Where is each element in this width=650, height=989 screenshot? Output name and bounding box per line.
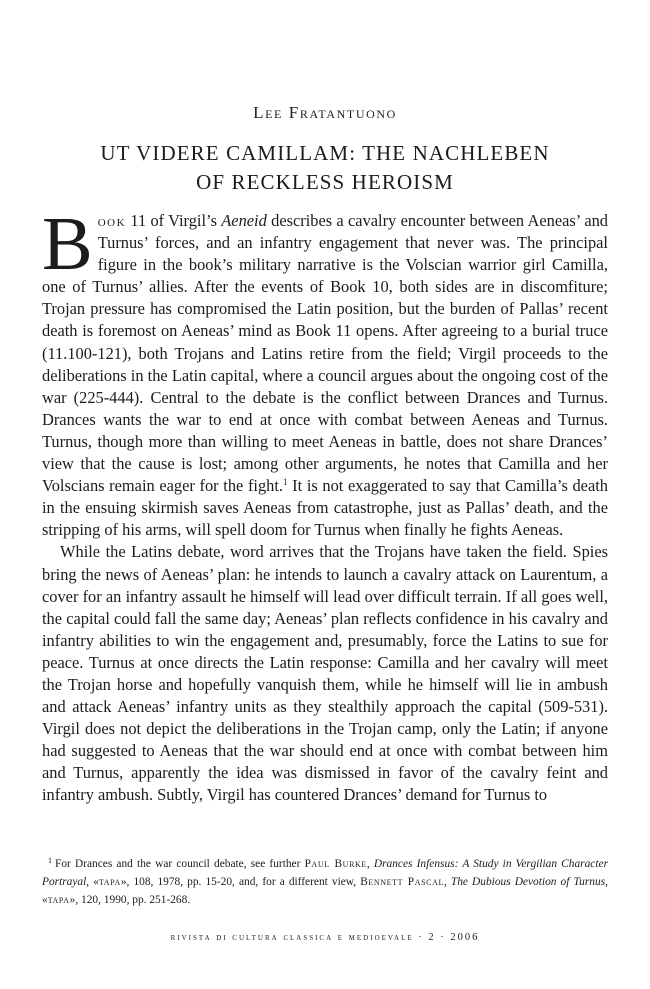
footnote-work-1: Drances Infensus: A Study in Vergilian Character Portrayal xyxy=(42,858,608,888)
paragraph-1-text-a: 11 of Virgil’s xyxy=(126,211,222,230)
footnote-author-1: Paul Burke xyxy=(304,858,367,870)
paragraph-1-text-b: describes a cavalry encounter between Aeneas’ and Turnus’ forces, and an infantry engagement that never was. The principal figure in the book’s military narrative is the Volscian warrior girl Camilla, one of Turnus’ allies. After the events of Book 10, both sides are in discomfiture; Trojan pressure has compromised the Latin position, but the burden of Pallas’ recent death is foremost on Aeneas’ mind as Book 11 opens. After agreeing to a burial truce (11.100-121), both Trojans and Latins retire from the field; Virgil proceeds to the deliberations in the Latin capital, where a council argues about the ongoing cost of the war (225-444). Central to the debate is the conflict between Drances and Turnus. Drances wants the war to end at once with combat between Aeneas and Turnus. Turnus, though more than willing to meet Aeneas in battle, does not share Drances’ view that the cause is lost; among other arguments, he notes that Camilla and her Volscians remain eager for the fight. xyxy=(42,211,608,496)
paragraph-1-text-c: It is not exaggerated to say that Camilla’s death in the ensuing skirmish saves Aeneas from catastrophe, just as Pallas’ death, and the stripping of his arms, will spell doom for Turnus when finally he fights Aeneas. xyxy=(42,476,608,540)
footnote-work-2: The Dubious Devotion of Turnus xyxy=(450,876,606,888)
footnote-author-2: Bennett Pascal xyxy=(360,876,444,888)
footnote-text: , « xyxy=(86,876,99,888)
footnote-number: 1 xyxy=(48,856,52,865)
footnote-journal-1: tapa xyxy=(98,876,121,888)
footnote-text: », 108, 1978, pp. 15-20, and, for a different view, xyxy=(120,876,361,888)
aeneid-title: Aeneid xyxy=(221,211,267,230)
drop-cap: B xyxy=(42,202,93,286)
footnote-reference[interactable]: 1 xyxy=(283,477,288,488)
footnote-text: , xyxy=(366,858,374,870)
footnote-text: For Drances and the war council debate, see further xyxy=(55,858,305,870)
running-footer: rivista di cultura classica e medioevale · 2 · 2006 xyxy=(170,932,480,943)
article-title xyxy=(0,139,650,197)
title-line-2: OF RECKLESS HEROISM xyxy=(196,170,454,194)
footnote-journal-2: tapa xyxy=(47,894,70,906)
footnote-text: , xyxy=(443,876,451,888)
paragraph-1 xyxy=(42,202,608,541)
opening-small-caps: ook xyxy=(97,211,127,230)
title-line-1: UT VIDERE CAMILLAM: THE NACHLEBEN xyxy=(100,141,550,165)
author-name: Lee Fratantuono xyxy=(253,103,397,122)
paragraph-2: While the Latins debate, word arrives that the Trojans have taken the field. Spies bring the news of Aeneas’ plan: he intends to launch a cavalry attack on Laurentum, a cover for an infantry assault he himself will lead over difficult terrain. If all goes well, the capital could fall the same day; Aeneas’ plan reflects confidence in his cavalry and infantry abilities to win the engagement and, presumably, force the Latins to sue for peace. Turnus at once directs the Latin response: Camilla and her cavalry will meet the Trojan horse and hopefully vanquish them, while he himself will lie in ambush and attack Aeneas’ infantry units as they stealthily approach the capital (509-531). Virgil does not depict the deliberations in the Trojan camp, only the Latin; if anyone had suggested to Aeneas that the war should end at once with combat between him and Turnus, apparently the idea was dismissed in favor of the cavalry feint and infantry ambush. Subtly, Virgil has countered Drances’ demand for Turnus to xyxy=(42,542,608,805)
footnote-text: », 120, 1990, pp. 251-268. xyxy=(69,894,191,906)
footnote-1 xyxy=(42,852,608,909)
article-body xyxy=(42,202,608,807)
footnote-text: , « xyxy=(42,876,608,906)
